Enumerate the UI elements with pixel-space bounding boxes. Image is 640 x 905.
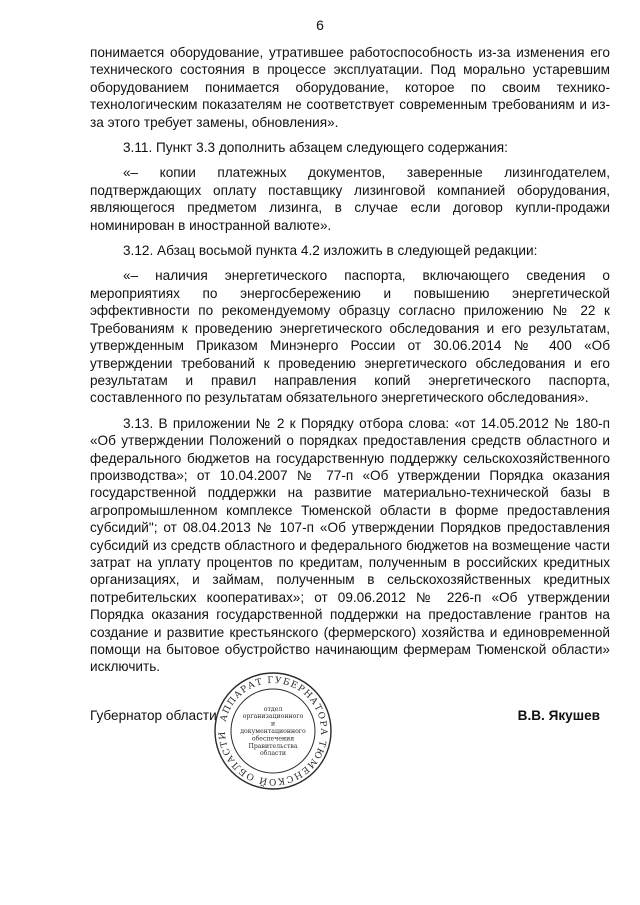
svg-text:АППАРАТ ГУБЕРНАТОРА ТЮМЕНСКОЙ: АППАРАТ ГУБЕРНАТОРА ТЮМЕНСКОЙ ОБЛАСТИ [217, 675, 329, 787]
paragraph-continuation: понимается оборудование, утратившее работоспособность из-за изменения его технического состояния в процессе эксплуатации. Под морально устаревшим оборудованием понимается оборудование, которое по своим технико-технологическим показателям не соответствует современным требованиям и из-за этого требует замены, обновления». [90, 45, 610, 130]
document-body [90, 44, 610, 684]
clause-3-12-text: «– наличия энергетического паспорта, включающего сведения о мероприятиях по энергосбережению и повышению энергетической эффективности по рекомендуемому образцу согласно приложению № 22 к Требованиям к проведению энергетического обследования и его результатам, утвержденным Приказом Минэнерго России от 30.06.2014 № 400 «Об утверждении требований к проведению энергетического обследования и его результатам и правил направления копий энергетического паспорта, составленного по результатам обязательного энергетического обследования». [90, 268, 610, 406]
svg-text:области: области [259, 750, 287, 758]
clause-3-11: 3.11. Пункт 3.3 дополнить абзацем следующего содержания: [123, 140, 508, 156]
clause-3-13: 3.13. В приложении № 2 к Порядку отбора слова: «от 14.05.2012 № 180-п «Об утверждении Положений о порядках предоставления средств областного и федерального бюджетов на государственную поддержку сельскохозяйственного производства»; от 10.04.2007 № 77-п «Об утверждении Порядка оказания государственной поддержки на развитие материально-технической базы в агропромышленном комплексе Тюменской области в форме предоставления субсидий"; от 08.04.2013 № 107-п «Об утверждении Порядков предоставления субсидий из средств областного и федерального бюджетов на возмещение части затрат на уплату процентов по кредитам, полученным в российских кредитных организациях, и займам, полученным в сельскохозяйственных кредитных потребительских кооперативах»; от 09.06.2012 № 226-п «Об утверждении Порядка оказания государственной поддержки на предоставление грантов на создание и развитие крестьянского (фермерского) хозяйства и единовременной помощи на бытовое обустройство начинающим фермерам Тюменской области» исключить. [90, 415, 610, 675]
signature-block [90, 705, 610, 728]
svg-text:отдел: отдел [263, 705, 283, 713]
official-stamp [212, 670, 334, 792]
signatory-name: В.В. Якушев [517, 708, 600, 723]
clause-3-12: 3.12. Абзац восьмой пункта 4.2 изложить в следующей редакции: [123, 243, 538, 259]
signatory-title: Губернатор области [90, 708, 217, 723]
clause-3-11-text: «– копии платежных документов, заверенные лизингодателем, подтверждающих оплату поставщику лизинговой компанией оборудования, являющегося предметом лизинга, в случае если договор купли-продажи номинирован в иностранной валюте». [90, 165, 610, 233]
svg-text:организационного: организационного [242, 713, 304, 721]
svg-text:документационного: документационного [240, 728, 306, 735]
page-number: 6 [316, 17, 324, 33]
svg-text:обеспечения: обеспечения [251, 735, 295, 743]
svg-text:и: и [270, 720, 276, 728]
svg-text:Правительства: Правительства [248, 742, 298, 750]
